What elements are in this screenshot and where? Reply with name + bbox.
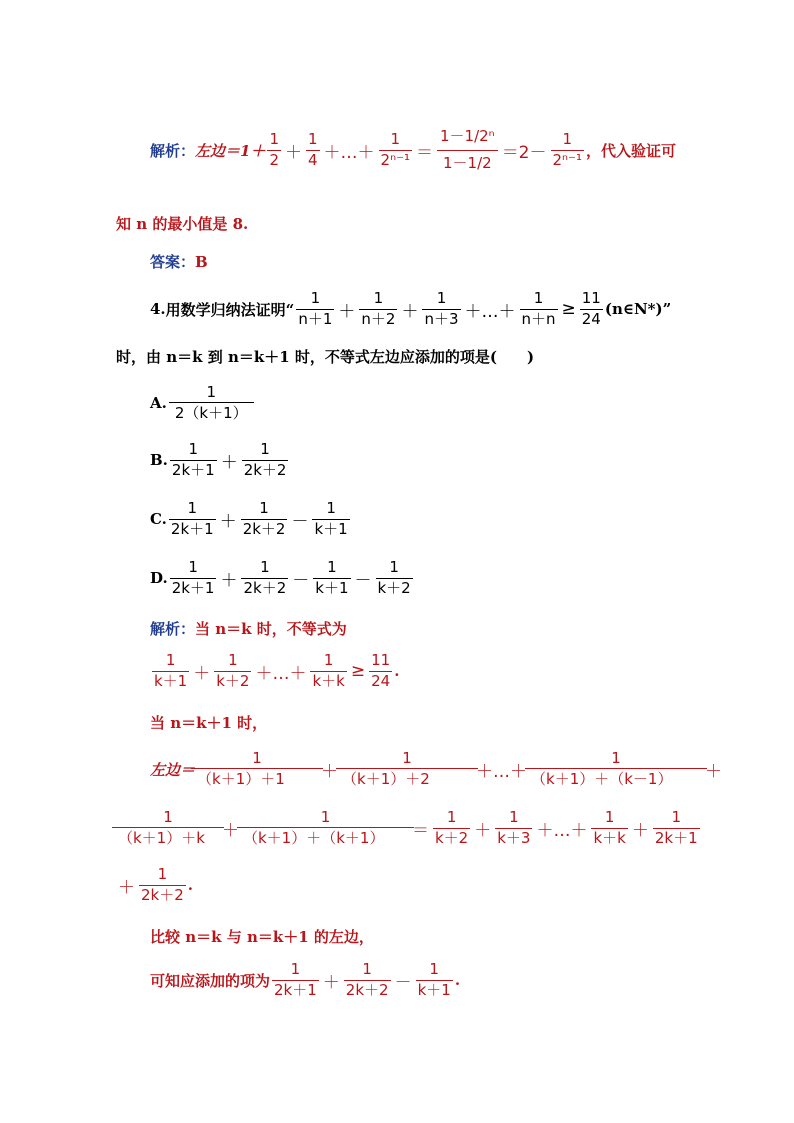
fraction: $\frac{1}{\text{2ⁿ⁻¹}}$ <box>380 130 410 169</box>
fraction: $\frac{1}{k+k}$ <box>312 651 345 690</box>
lhs-label: 左边＝ <box>150 760 196 779</box>
fraction: $\frac{1}{4}$ <box>308 130 318 169</box>
option-label: D. <box>150 569 168 587</box>
plus-sign: ＋ <box>631 820 649 841</box>
ellipsis-sum: ＋…＋ <box>476 761 528 782</box>
plus-sign: ＋ <box>222 820 239 841</box>
fraction: $\frac{1}{n+2}$ <box>361 289 396 328</box>
fraction: $\frac{1}{2}$ <box>269 130 279 169</box>
geq-sign: ≥ <box>350 661 366 681</box>
fraction: $\frac{1}{k+k}$ <box>593 808 626 847</box>
fraction: $\frac{11}{24}$ <box>371 651 391 690</box>
lhs-text: 左边＝1＋ <box>195 141 266 160</box>
question-text: 用数学归纳法证明“ <box>165 300 295 319</box>
plus-sign: ＋ <box>285 142 302 163</box>
fraction: $\frac{1}{2k+2}$ <box>243 558 287 597</box>
lhs-row-2 <box>116 804 702 852</box>
plus-sign: ＋ <box>322 972 340 993</box>
plus-sign: ＋ <box>193 663 211 684</box>
fraction: $\frac{1}{(k+1)+(k-1)}$ <box>531 750 701 789</box>
fraction: $\frac{1}{2k+2}$ <box>141 865 184 904</box>
fraction: $\frac{1}{2k+1}$ <box>171 440 215 479</box>
plus-sign: ＋ <box>474 820 492 841</box>
option-d[interactable] <box>150 555 415 601</box>
fraction: $\frac{1}{k+2}$ <box>377 558 411 597</box>
equals-sign: ＝ <box>412 820 429 841</box>
fraction: $\frac{1}{k+2}$ <box>435 808 469 847</box>
option-a[interactable] <box>150 380 256 426</box>
plus-sign: ＋ <box>220 452 238 473</box>
period: . <box>187 876 194 894</box>
tail-text: ，代入验证可 <box>585 141 676 160</box>
condition-text: (n∈N*)” <box>604 300 672 318</box>
when-n-equals-k: 当 n＝k 时，不等式为 <box>195 620 347 638</box>
fraction: $\frac{1}{2k+1}$ <box>654 808 698 847</box>
equals-sign: ＝2－ <box>501 142 547 163</box>
plus-sign: ＋ <box>219 511 237 532</box>
ellipsis-sum: ＋…＋ <box>464 301 516 322</box>
fraction: $\frac{1}{n+3}$ <box>424 289 459 328</box>
fraction: $\frac{1}{n+1}$ <box>298 289 333 328</box>
fraction: $\frac{1}{2k+2}$ <box>243 440 287 479</box>
plus-sign: ＋ <box>338 301 356 322</box>
compare-line: 比较 n＝k 与 n＝k＋1 的左边， <box>150 928 374 946</box>
lhs-row-3 <box>116 862 193 908</box>
fraction: $\frac{1}{k+1}$ <box>417 960 451 999</box>
fraction: $\frac{1}{\text{2ⁿ⁻¹}}$ <box>552 130 582 169</box>
fraction: $\frac{1}{k+1}$ <box>314 499 348 538</box>
geq-sign: ≥ <box>561 299 576 319</box>
plus-sign: ＋ <box>401 301 419 322</box>
fraction: $\frac{1}{(k+1)+1}$ <box>197 750 317 789</box>
answer-line <box>150 251 208 272</box>
option-label: A. <box>150 394 167 412</box>
option-c[interactable] <box>150 496 352 542</box>
ellipsis-sum: ＋…＋ <box>255 663 307 684</box>
question-4-line-1 <box>150 284 671 334</box>
fraction: $\frac{1}{(k+1)+2}$ <box>342 750 472 789</box>
fraction: $\frac{1}{2k+2}$ <box>242 499 286 538</box>
fraction: $\frac{1}{k+2}$ <box>216 651 250 690</box>
solution-1-continuation: 知 n 的最小值是 8. <box>116 215 249 233</box>
solution-1-line <box>150 100 676 200</box>
solution-label: 解析： <box>150 620 196 638</box>
answer-value: B <box>195 252 208 271</box>
period: . <box>454 971 461 989</box>
plus-sign: ＋ <box>220 570 238 591</box>
period: . <box>394 662 400 680</box>
question-number: 4. <box>150 300 166 318</box>
plus-sign: ＋ <box>118 877 135 898</box>
fraction: $\frac{1}{k+3}$ <box>497 808 531 847</box>
when-n-equals-k-plus-1: 当 n＝k＋1 时， <box>150 714 268 732</box>
answer-label: 答案： <box>150 253 196 271</box>
fraction: $\frac{1}{2k+1}$ <box>171 558 215 597</box>
fraction: $\frac{1}{n+n}$ <box>521 289 556 328</box>
fraction: $\frac{11}{24}$ <box>581 289 601 328</box>
option-label: C. <box>150 510 167 528</box>
lhs-row-1 <box>150 745 724 793</box>
plus-sign: ＋ <box>705 761 723 782</box>
ellipsis-sum: ＋…＋ <box>536 820 588 841</box>
fraction: $\frac{1}{2(k+1)}$ <box>169 384 254 423</box>
minus-sign: － <box>394 972 412 993</box>
compound-fraction: $\frac{\text{1－1/2ⁿ}}{1-1/2}$ <box>437 128 498 172</box>
ellipsis-sum: ＋…＋ <box>323 142 375 163</box>
minus-sign: － <box>354 570 372 591</box>
inequality-line <box>150 648 399 694</box>
conclusion-text: 可知应添加的项为 <box>150 971 271 990</box>
minus-sign: － <box>292 570 310 591</box>
solution-label: 解析： <box>150 141 196 160</box>
fraction: $\frac{1}{k+1}$ <box>154 651 188 690</box>
fraction: $\frac{1}{2k+1}$ <box>274 960 317 999</box>
minus-sign: － <box>291 511 309 532</box>
equals-sign: ＝ <box>416 142 433 163</box>
fraction: $\frac{1}{2k+1}$ <box>170 499 214 538</box>
solution-2-line-1 <box>150 618 347 639</box>
fraction: $\frac{1}{2k+2}$ <box>345 960 389 999</box>
option-label: B. <box>150 451 168 469</box>
fraction: $\frac{1}{(k+1)+k}$ <box>118 809 218 848</box>
plus-sign: ＋ <box>321 761 339 782</box>
fraction: $\frac{1}{k+1}$ <box>315 558 349 597</box>
option-b[interactable] <box>150 437 290 483</box>
conclusion-line <box>150 956 460 1004</box>
question-4-line-2: 时，由 n＝k 到 n＝k＋1 时，不等式左边应添加的项是( ) <box>116 348 535 366</box>
fraction: $\frac{1}{(k+1)+(k+1)}$ <box>243 809 408 848</box>
